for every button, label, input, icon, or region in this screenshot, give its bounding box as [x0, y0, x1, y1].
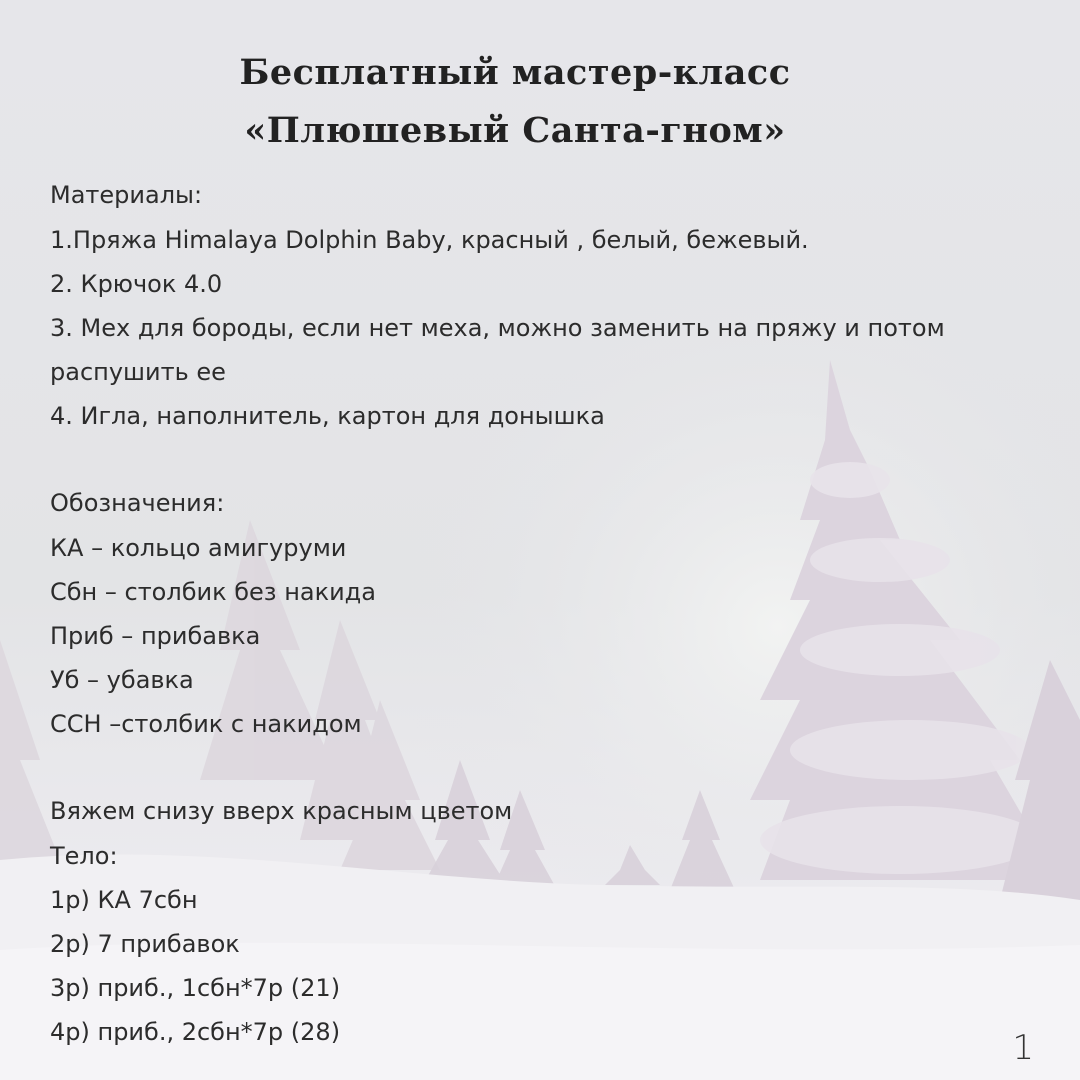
materials-item: 4. Игла, наполнитель, картон для донышка [50, 402, 605, 430]
legend-item: ССН –столбик с накидом [50, 710, 362, 738]
pattern-section-heading: Тело: [50, 842, 118, 870]
legend-item: Уб – убавка [50, 666, 194, 694]
pattern-row: 1р) КА 7сбн [50, 886, 198, 914]
materials-item: 2. Крючок 4.0 [50, 270, 223, 298]
page-subtitle: «Плюшевый Санта-гном» [244, 110, 786, 151]
pattern-row: 3р) приб., 1сбн*7р (21) [50, 974, 341, 1002]
materials-item: 1.Пряжа Himalaya Dolphin Baby, красный , белый, бежевый. [50, 226, 809, 254]
pattern-intro: Вяжем снизу вверх красным цветом [50, 797, 513, 825]
materials-item: 3. Мех для бороды, если нет меха, можно заменить на пряжу и потом [50, 314, 945, 342]
page-number: 1 [1012, 1028, 1034, 1068]
materials-item: распушить ее [50, 358, 226, 386]
legend-heading: Обозначения: [50, 489, 225, 517]
legend-item: Приб – прибавка [50, 622, 261, 650]
materials-heading: Материалы: [50, 181, 203, 209]
pattern-row: 2р) 7 прибавок [50, 930, 240, 958]
legend-item: Сбн – столбик без накида [50, 578, 376, 606]
pattern-row: 4р) приб., 2сбн*7р (28) [50, 1018, 341, 1046]
legend-item: КА – кольцо амигуруми [50, 534, 347, 562]
page-title: Бесплатный мастер-класс [239, 52, 791, 93]
